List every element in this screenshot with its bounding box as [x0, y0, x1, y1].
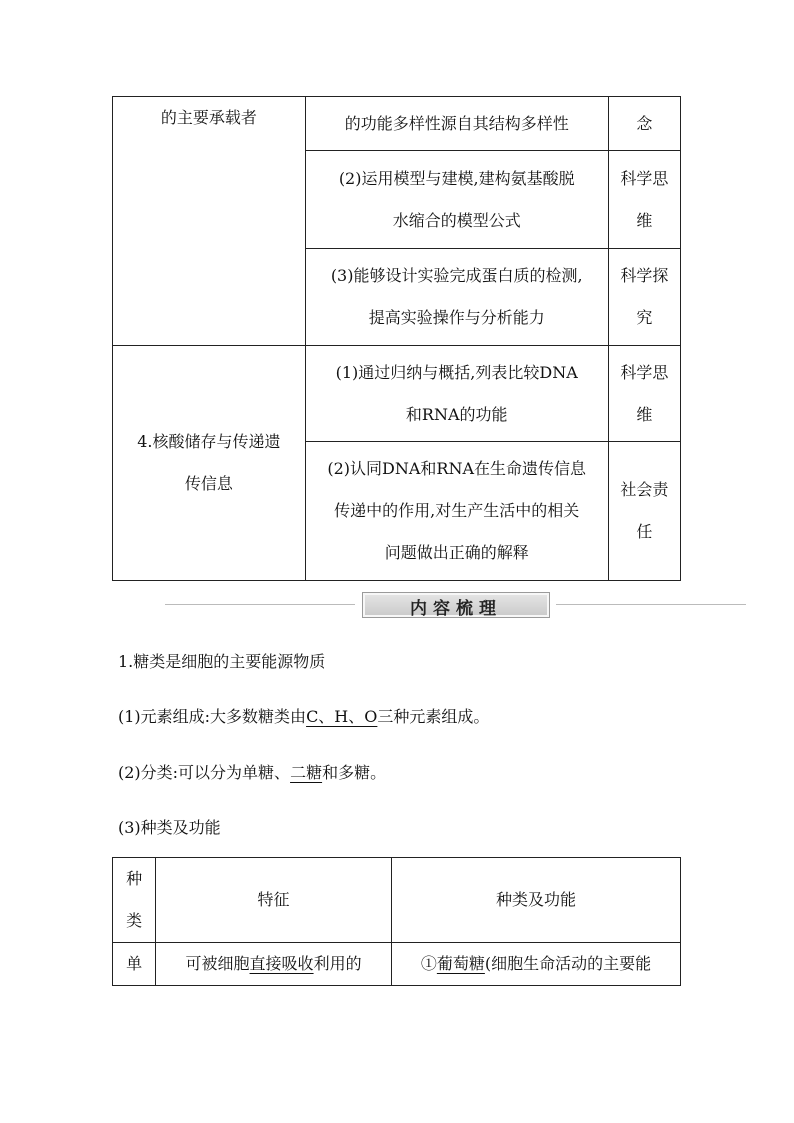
cell-goal [305, 97, 608, 151]
underlined-answer: C、H、O [306, 707, 378, 726]
cell-goal [305, 346, 608, 442]
underlined-answer: 葡萄糖 [436, 954, 485, 973]
cell-text: 的主要承载者 [160, 108, 257, 127]
paragraph-classification [118, 760, 386, 783]
cell-text: 种类及功能 [495, 890, 576, 909]
cell-text: 社会责 [620, 480, 669, 499]
cell-competency [608, 346, 680, 442]
text: 三种元素组成。 [377, 707, 490, 726]
paragraph-elements [118, 704, 489, 727]
cell-topic-protein [113, 97, 306, 346]
cell-text: 类 [126, 911, 143, 930]
cell-text: 提高实验操作与分析能力 [368, 308, 545, 327]
cell-goal [305, 249, 608, 346]
header-kinds-functions [391, 858, 680, 943]
cell-text: 传信息 [184, 474, 233, 493]
text: (3)种类及功能 [118, 818, 221, 837]
text: (细胞生命活动的主要能 [484, 954, 652, 973]
cell-text: 4.核酸储存与传递遗 [137, 432, 281, 451]
cell-text: 维 [636, 404, 653, 424]
header-type [113, 858, 156, 943]
underlined-answer: 二糖 [290, 763, 323, 782]
banner-rule-right [556, 604, 746, 605]
cell-text: 科学思 [620, 362, 669, 382]
heading-text: 1.糖类是细胞的主要能源物质 [118, 652, 326, 671]
cell-text: 特征 [257, 890, 290, 909]
cell-text: 科学思 [620, 168, 669, 188]
cell-competency [608, 442, 680, 581]
text: ① [420, 954, 437, 973]
text: 利用的 [313, 954, 362, 973]
cell-competency [608, 151, 680, 249]
section-banner [0, 592, 794, 618]
competency-table [112, 96, 681, 581]
cell-goal [305, 442, 608, 581]
cell-text: 维 [636, 210, 653, 230]
cell-text: 传递中的作用,对生产生活中的相关 [334, 501, 580, 520]
cell-text: 任 [636, 522, 653, 541]
text: (2)分类:可以分为单糖、 [118, 763, 291, 782]
cell-competency [608, 97, 680, 151]
cell-kinds-functions [391, 943, 680, 986]
banner-rule-left [165, 604, 355, 605]
cell-text: 水缩合的模型公式 [392, 210, 521, 230]
text: (1)元素组成:大多数糖类由 [118, 707, 307, 726]
sugar-types-table [112, 857, 681, 986]
cell-text: (2)运用模型与建模,建构氨基酸脱 [338, 168, 575, 188]
cell-text: 和RNA的功能 [405, 404, 508, 424]
cell-text: (2)认同DNA和RNA在生命遗传信息 [327, 459, 587, 478]
cell-text: 究 [636, 308, 653, 327]
cell-text: 单 [126, 954, 143, 973]
banner-box [362, 592, 550, 618]
cell-competency [608, 249, 680, 346]
cell-goal [305, 151, 608, 249]
cell-type [113, 943, 156, 986]
header-feature [156, 858, 392, 943]
cell-text: (1)通过归纳与概括,列表比较DNA [335, 362, 578, 382]
paragraph-types [118, 815, 221, 838]
cell-text: 科学探 [620, 266, 669, 285]
cell-text: (3)能够设计实验完成蛋白质的检测, [330, 266, 583, 285]
cell-text: 问题做出正确的解释 [384, 543, 529, 562]
cell-text: 种 [126, 869, 143, 888]
text: 和多糖。 [322, 763, 387, 782]
underlined-answer: 直接吸收 [249, 954, 314, 973]
section-heading [118, 649, 325, 672]
cell-text: 的功能多样性源自其结构多样性 [344, 113, 569, 133]
banner-title: 内容梳理 [410, 599, 502, 619]
cell-feature [156, 943, 392, 986]
text: 可被细胞 [185, 954, 250, 973]
cell-text: 念 [636, 113, 653, 133]
cell-topic-nucleic-acid [113, 346, 306, 581]
